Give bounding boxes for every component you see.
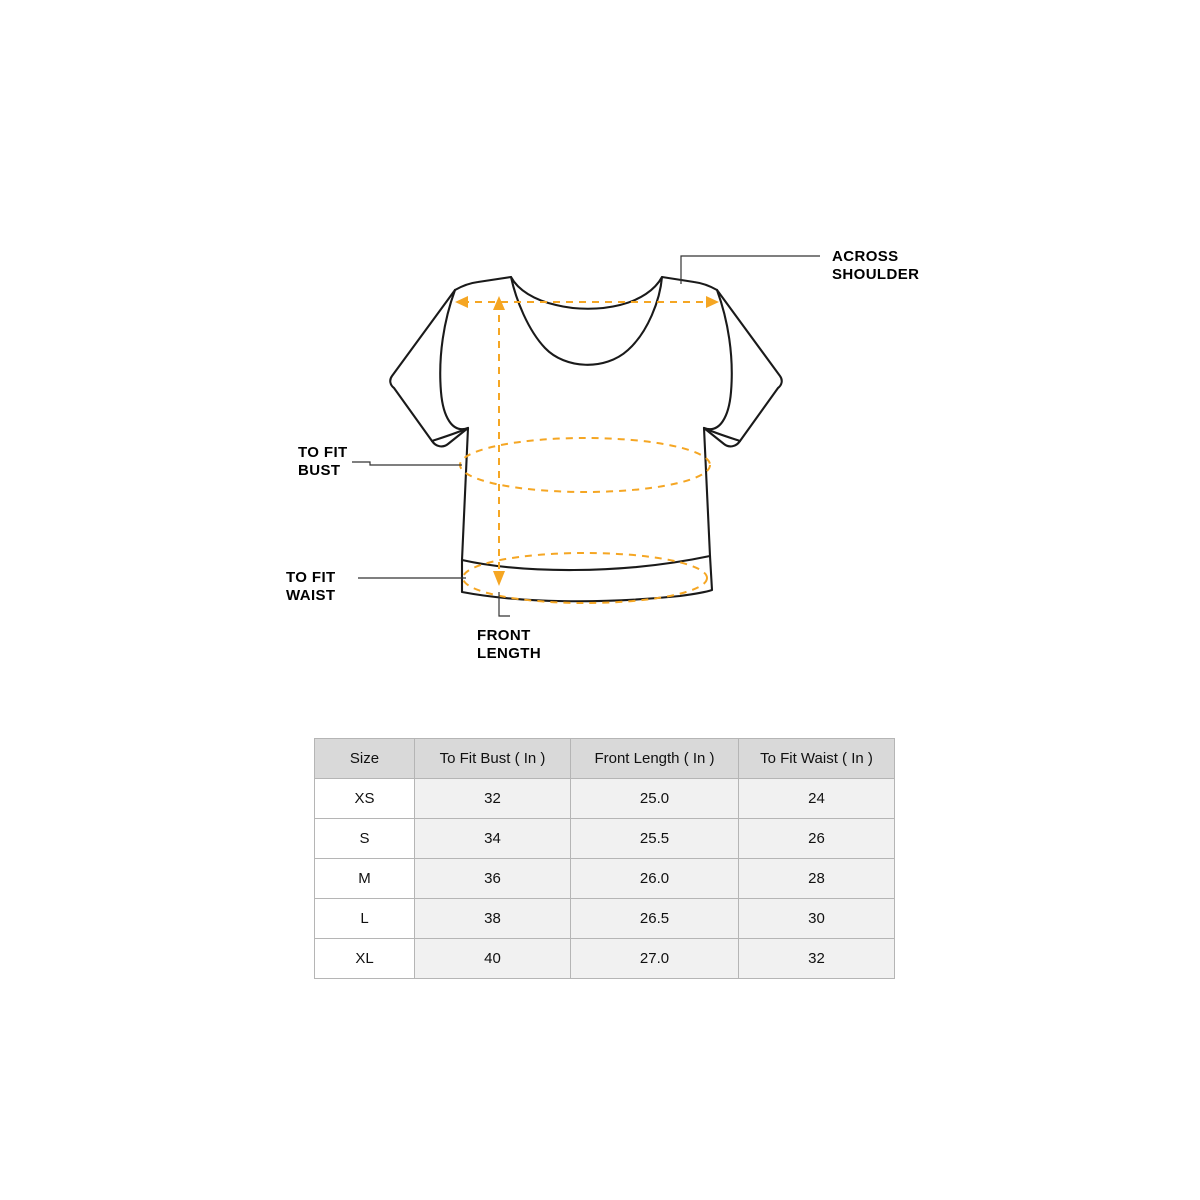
cell-size: S	[315, 819, 415, 859]
cell-front-length: 25.0	[571, 779, 739, 819]
cell-front-length: 26.0	[571, 859, 739, 899]
across-shoulder-label-line1: ACROSS	[832, 248, 899, 265]
cell-front-length: 27.0	[571, 939, 739, 979]
cell-bust: 40	[415, 939, 571, 979]
cell-size: L	[315, 899, 415, 939]
to-fit-bust-label-line2: BUST	[298, 462, 341, 479]
tshirt-outline	[390, 277, 781, 601]
cell-front-length: 26.5	[571, 899, 739, 939]
cell-bust: 32	[415, 779, 571, 819]
cell-waist: 24	[739, 779, 895, 819]
across-shoulder-label-line2: SHOULDER	[832, 266, 920, 283]
cell-bust: 38	[415, 899, 571, 939]
table-row	[315, 899, 895, 939]
cell-bust: 34	[415, 819, 571, 859]
table-row	[315, 779, 895, 819]
annotation-to-fit-bust	[298, 444, 348, 479]
annotation-to-fit-waist	[286, 569, 336, 604]
header-bust: To Fit Bust ( In )	[415, 739, 571, 779]
to-fit-waist-label-line1: TO FIT	[286, 569, 336, 586]
header-waist: To Fit Waist ( In )	[739, 739, 895, 779]
to-fit-waist-label-line2: WAIST	[286, 587, 336, 604]
annotation-front-length	[477, 627, 541, 662]
table-row	[315, 819, 895, 859]
front-length-label-line1: FRONT	[477, 627, 531, 644]
cell-size: XL	[315, 939, 415, 979]
header-front-length: Front Length ( In )	[571, 739, 739, 779]
to-fit-bust-label-line1: TO FIT	[298, 444, 348, 461]
annotation-across-shoulder	[832, 248, 919, 283]
cell-front-length: 25.5	[571, 819, 739, 859]
cell-waist: 32	[739, 939, 895, 979]
cell-bust: 36	[415, 859, 571, 899]
cell-size: XS	[315, 779, 415, 819]
table-header-row	[315, 739, 895, 779]
cell-waist: 30	[739, 899, 895, 939]
front-length-label-line2: LENGTH	[477, 645, 542, 662]
size-chart-container	[314, 738, 884, 979]
table-row	[315, 859, 895, 899]
size-chart-header	[315, 739, 895, 779]
cell-size: M	[315, 859, 415, 899]
table-row	[315, 939, 895, 979]
cell-waist: 26	[739, 819, 895, 859]
size-chart-table	[314, 738, 895, 979]
header-size: Size	[315, 739, 415, 779]
cell-waist: 28	[739, 859, 895, 899]
size-chart-body	[315, 779, 895, 979]
